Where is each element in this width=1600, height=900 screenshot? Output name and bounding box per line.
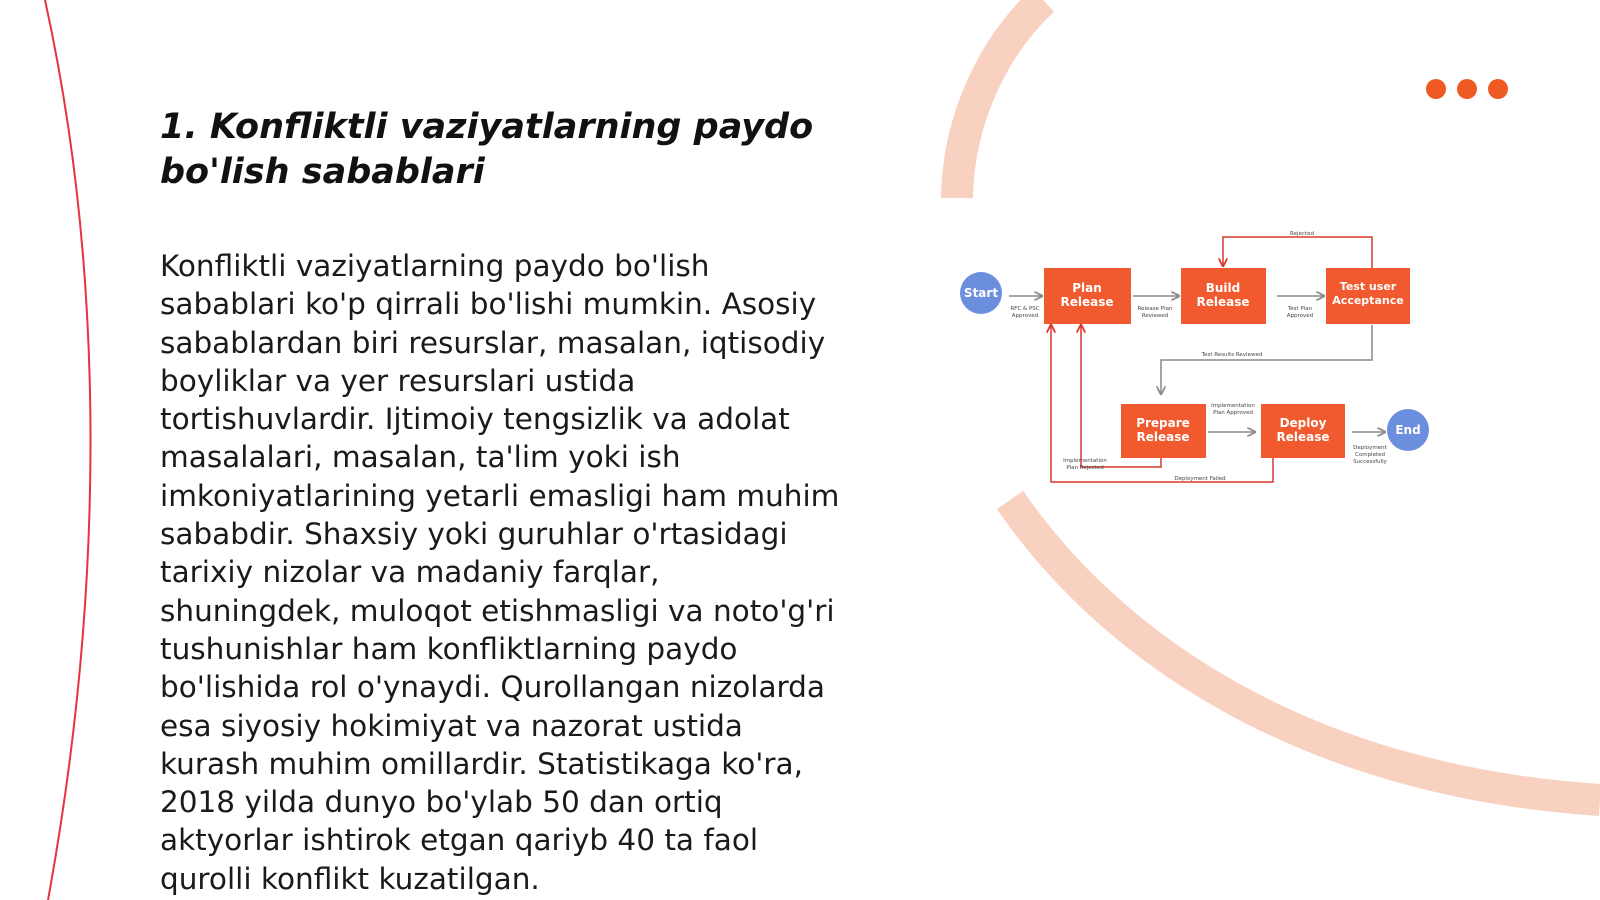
end-node <box>1387 409 1429 451</box>
slide-title: 1. Konfliktli vaziyatlarning paydo bo'lish sabablari <box>160 107 814 192</box>
release-flow-diagram <box>955 230 1435 490</box>
test-user-acceptance-node <box>1326 268 1410 324</box>
label-plan-reviewed-1: Release Plan <box>1137 306 1173 312</box>
label-deploy-ok-3: Successfully <box>1353 459 1387 465</box>
label-impl-rejected-1: Implementation <box>1063 458 1107 464</box>
svg-text:Acceptance: Acceptance <box>1332 294 1404 307</box>
label-deploy-ok-2: Completed <box>1355 452 1385 458</box>
deploy-release-node <box>1261 404 1345 458</box>
svg-text:Release: Release <box>1196 295 1250 309</box>
svg-text:Test user: Test user <box>1339 280 1397 293</box>
svg-text:Start: Start <box>963 286 999 300</box>
svg-text:Deploy: Deploy <box>1279 416 1327 430</box>
dot-1 <box>1426 79 1446 99</box>
label-rfc-1: RFC & PSC <box>1010 306 1040 312</box>
svg-text:Plan: Plan <box>1072 281 1102 295</box>
prepare-release-node <box>1121 404 1206 458</box>
svg-text:Prepare: Prepare <box>1136 416 1190 430</box>
arc-top-decoration <box>957 0 1043 198</box>
label-plan-reviewed-2: Reviewed <box>1141 313 1169 319</box>
label-impl-rejected-2: Plan Rejected <box>1066 465 1104 471</box>
arrow-rejected <box>1223 237 1372 268</box>
svg-text:Release: Release <box>1060 295 1114 309</box>
label-rejected: Rejected <box>1290 231 1314 237</box>
left-red-curve <box>45 0 91 900</box>
label-impl-approved-2: Plan Approved <box>1213 410 1253 416</box>
arc-bottom-decoration <box>1010 500 1600 800</box>
plan-release-node <box>1044 268 1131 324</box>
label-rfc-2: Approved <box>1011 313 1039 319</box>
slide-body-text: Konfliktli vaziyatlarning paydo bo'lish sabablari ko'p qirrali bo'lishi mumkin. Asosiy sabablardan biri resurslar, masalan, iqtisodiy boyliklar va yer resurslari ustida tortishuvlardir. Ijtimoiy tengsizlik va adolat masalalari, masalan, ta'lim yoki ish imkoniyatlarining yetarli emasligi ham muhim sababdir. Shaxsiy yoki guruhlar o'rtasidagi tarixiy nizolar va madaniy farqlar, shuningdek, muloqot etishmasligi va noto'g'ri tushunishlar ham konfliktlarning paydo bo'lishida rol o'ynaydi. Qurollangan nizolarda esa siyosiy hokimiyat va nazorat ustida kurash muhim omillardir. Statistikaga ko'ra, 2018 yilda dunyo bo'ylab 50 dan ortiq aktyorlar ishtirok etgan qariyb 40 ta faol qurolli konflikt kuzatilgan. <box>160 249 840 896</box>
label-test-plan-2: Approved <box>1286 313 1314 319</box>
svg-text:Build: Build <box>1205 281 1241 295</box>
label-deploy-ok-1: Deployment <box>1353 445 1387 451</box>
menu-dots-icon <box>1426 79 1508 99</box>
svg-text:Release: Release <box>1276 430 1330 444</box>
start-node <box>960 272 1002 314</box>
label-test-results: Test Results Reviewed <box>1201 352 1263 358</box>
label-deploy-failed: Deployment Failed <box>1174 476 1226 482</box>
dot-2 <box>1457 79 1477 99</box>
label-impl-approved-1: Implementation <box>1211 403 1255 409</box>
build-release-node <box>1181 268 1266 324</box>
svg-text:End: End <box>1395 423 1421 437</box>
svg-text:Release: Release <box>1136 430 1190 444</box>
dot-3 <box>1488 79 1508 99</box>
arrow-test-prepare <box>1161 325 1372 394</box>
label-test-plan-1: Test Plan <box>1287 306 1313 312</box>
